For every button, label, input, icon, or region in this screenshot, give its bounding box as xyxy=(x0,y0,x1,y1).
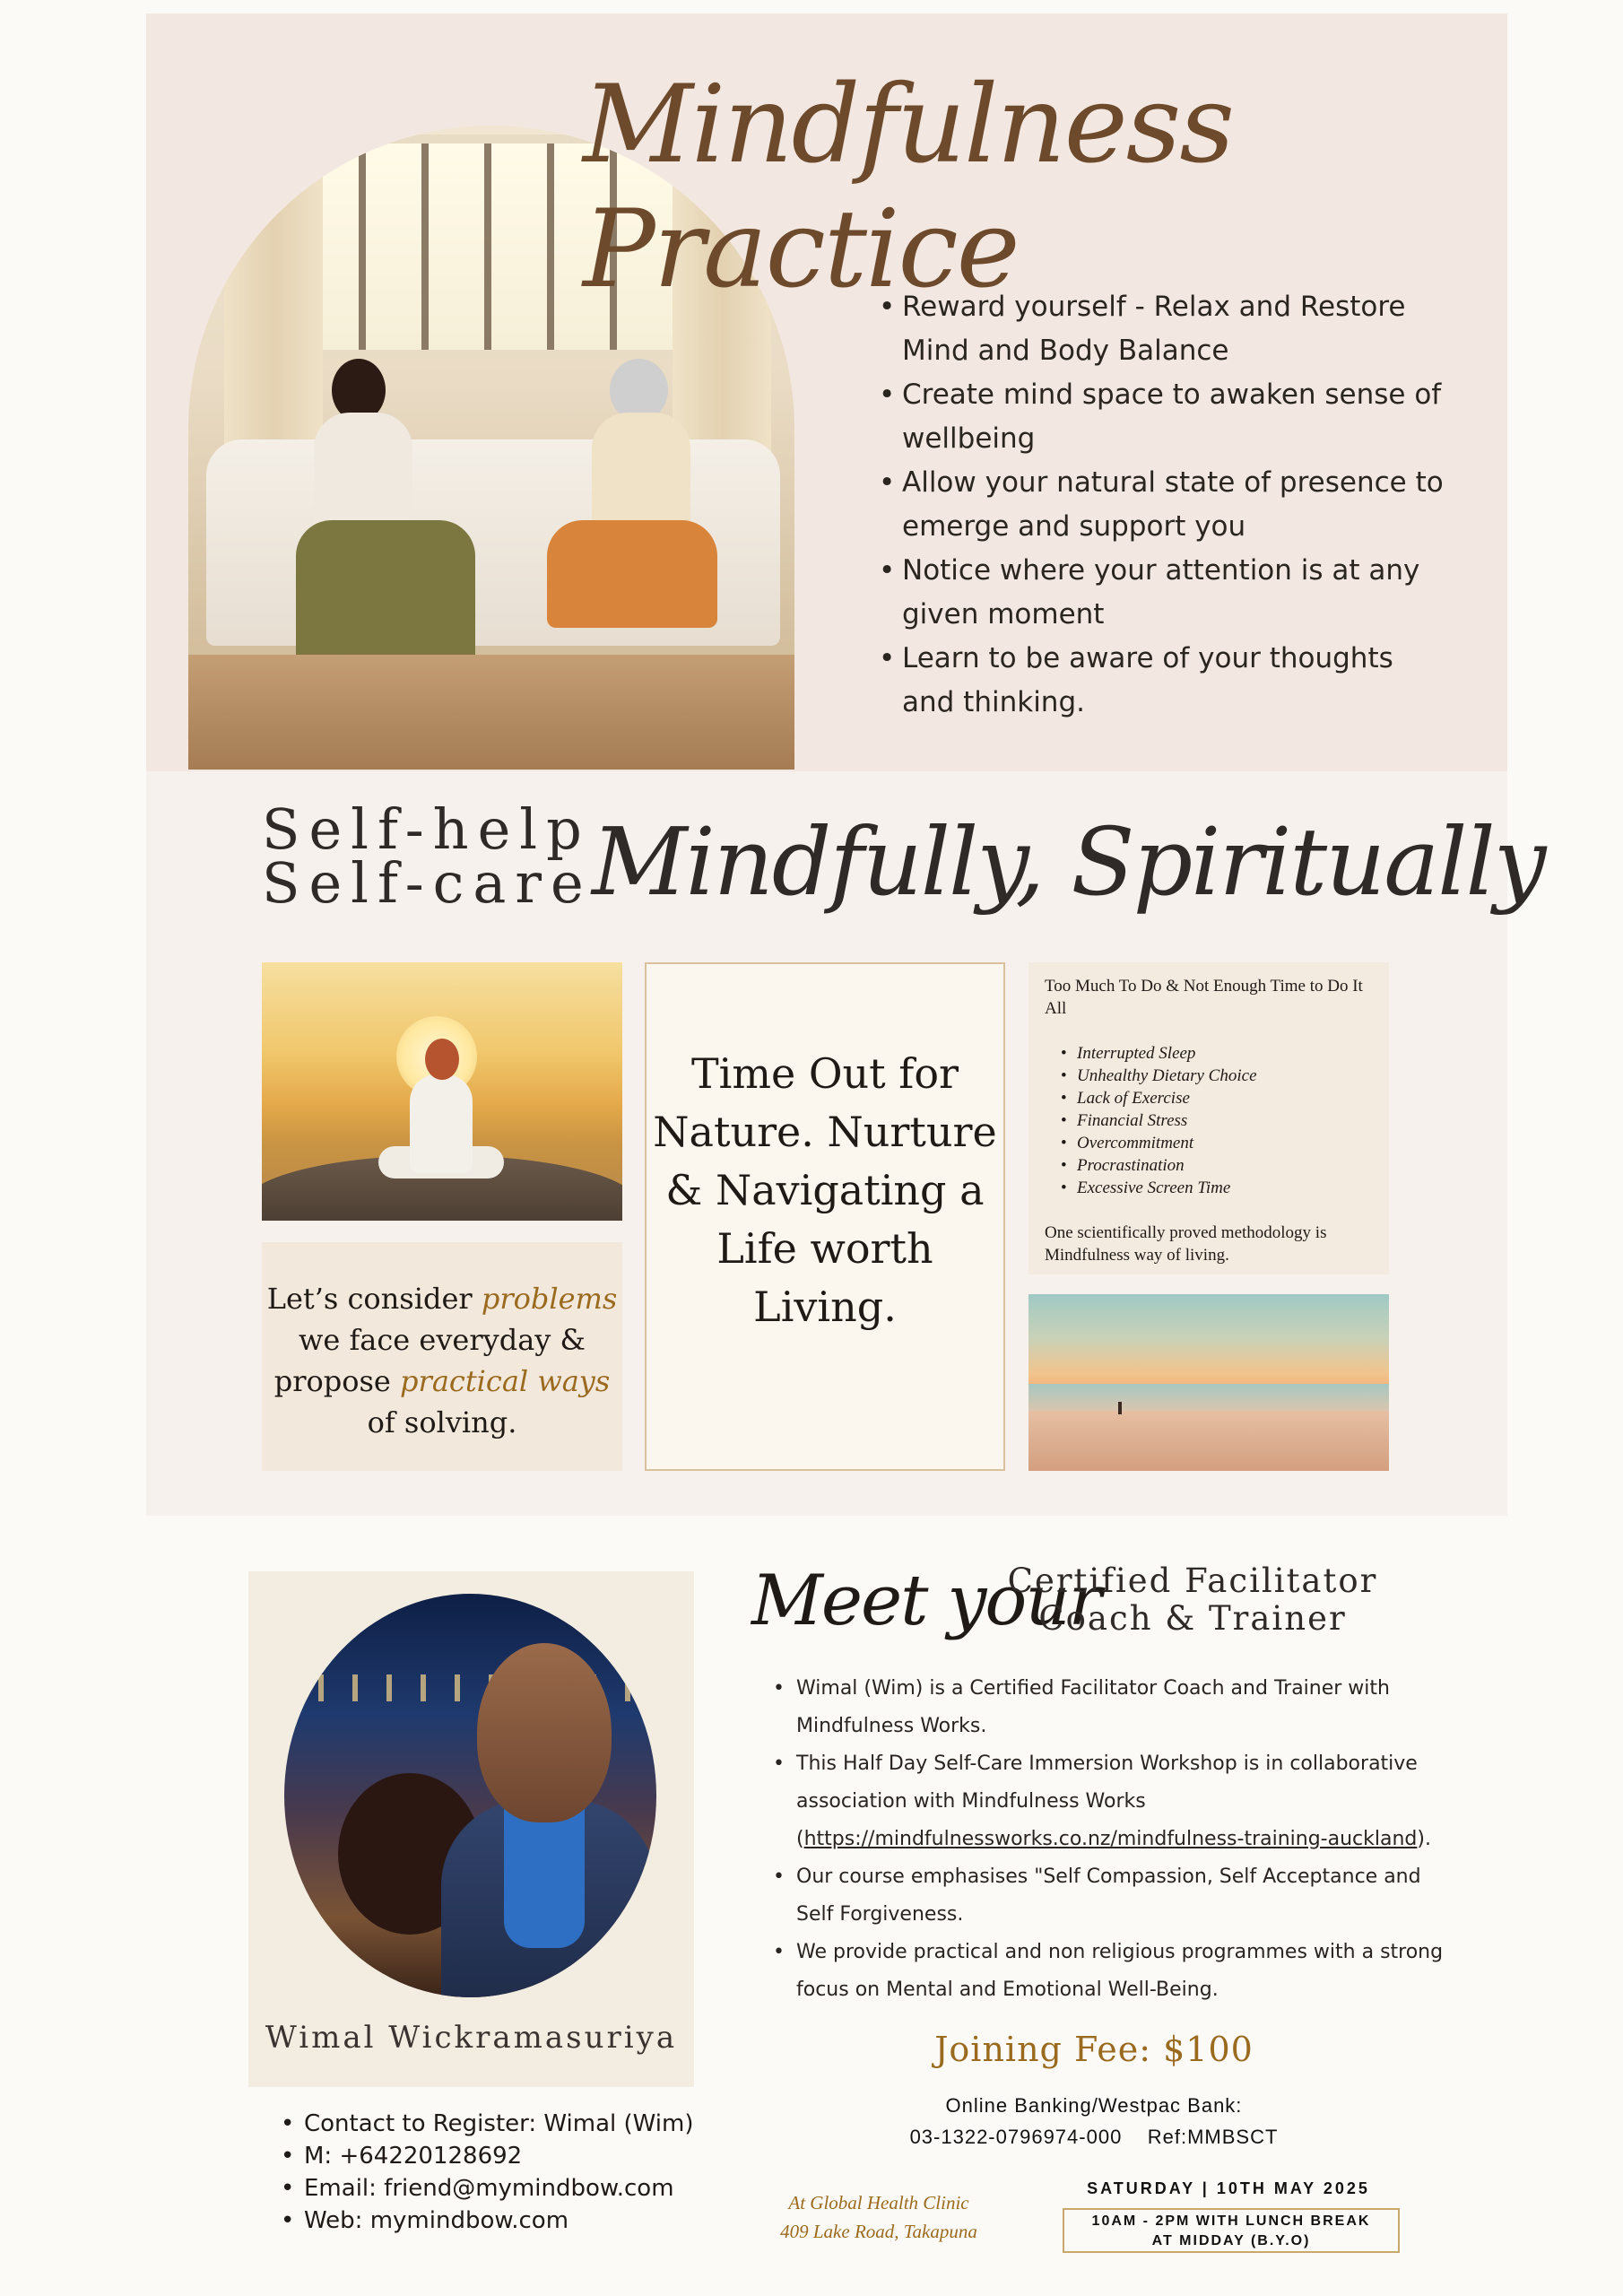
too-much-box xyxy=(1028,962,1389,1274)
event-date: SATURDAY | 10TH MAY 2025 xyxy=(1087,2179,1370,2197)
contact-web[interactable]: • Web: mymindbow.com xyxy=(281,2205,693,2237)
list-item: • Financial Stress xyxy=(1061,1109,1373,1132)
floor-graphic xyxy=(188,655,794,770)
list-item: • Reward yourself - Relax and Restore Mind and Body Balance xyxy=(879,285,1453,373)
list-item: • Create mind space to awaken sense of wellbeing xyxy=(879,373,1453,461)
list-item: • Lack of Exercise xyxy=(1061,1087,1373,1109)
list-item: • Wimal (Wim) is a Certified Facilitator Coach and Trainer with Mindfulness Works. xyxy=(773,1670,1454,1745)
too-much-footer: One scientifically proved methodology is Mindfulness way of living. xyxy=(1045,1223,1327,1265)
event-time: 10AM - 2PM WITH LUNCH BREAK AT MIDDAY (B.Y.O) xyxy=(1063,2208,1400,2253)
list-item: • Notice where your attention is at any given moment xyxy=(879,549,1453,637)
meet-heading: Meet your xyxy=(751,1561,1100,1641)
time-out-box: Time Out for Nature. Nurture & Navigating a Life worth Living. xyxy=(645,962,1005,1471)
list-item: • Excessive Screen Time xyxy=(1061,1177,1373,1199)
stress-list xyxy=(1061,1042,1373,1199)
benefits-list xyxy=(879,285,1453,725)
facilitator-photo xyxy=(284,1594,656,1997)
mindfulness-works-link[interactable]: https://mindfulnessworks.co.nz/mindfulness-training-auckland xyxy=(803,1828,1418,1850)
list-item: • Procrastination xyxy=(1061,1154,1373,1177)
facilitator-info-list xyxy=(773,1670,1454,2009)
page-title: Mindfulness Practice xyxy=(583,63,1233,312)
contact-register: • Contact to Register: Wimal (Wim) xyxy=(281,2108,693,2140)
problems-box: Let’s consider problems we face everyday & propose practical ways of solving. xyxy=(262,1242,622,1471)
meditation-photo xyxy=(262,962,622,1221)
self-help-heading: Self-help Self-care xyxy=(262,796,593,916)
joining-fee: Joining Fee: $100 xyxy=(934,2030,1254,2069)
list-item: • We provide practical and non religious programmes with a strong focus on Mental and Emotional Well-Being. xyxy=(773,1934,1454,2009)
list-item: • Learn to be aware of your thoughts and thinking. xyxy=(879,637,1453,725)
list-item: • Allow your natural state of presence to emerge and support you xyxy=(879,461,1453,549)
facilitator-card xyxy=(248,1571,694,2087)
contact-email[interactable]: • Email: friend@mymindbow.com xyxy=(281,2172,693,2205)
contact-mobile: • M: +64220128692 xyxy=(281,2140,693,2172)
certified-heading: Certified Facilitator Coach & Trainer xyxy=(1007,1561,1378,1638)
section-title: Mindfully, Spiritually xyxy=(592,807,1545,917)
list-item: • Our course emphasises "Self Compassion, Self Acceptance and Self Forgiveness. xyxy=(773,1858,1454,1934)
list-item: • Interrupted Sleep xyxy=(1061,1042,1373,1065)
too-much-heading: Too Much To Do & Not Enough Time to Do It All xyxy=(1045,977,1363,1018)
list-item: • Overcommitment xyxy=(1061,1132,1373,1154)
beach-sunset-photo xyxy=(1028,1294,1389,1471)
list-item: • This Half Day Self-Care Immersion Workshop is in collaborative association with Mindfulness Works (https://mindfulnessworks.co.nz/mindfulness-training-auckland). xyxy=(773,1745,1454,1858)
bank-details: Online Banking/Westpac Bank: 03-1322-0796974-000 Ref:MMBSCT xyxy=(909,2094,1279,2148)
list-item: • Unhealthy Dietary Choice xyxy=(1061,1065,1373,1087)
facilitator-name: Wimal Wickramasuriya xyxy=(265,2020,678,2056)
contact-list xyxy=(281,2108,693,2237)
venue-address: At Global Health Clinic 409 Lake Road, Takapuna xyxy=(780,2192,977,2242)
